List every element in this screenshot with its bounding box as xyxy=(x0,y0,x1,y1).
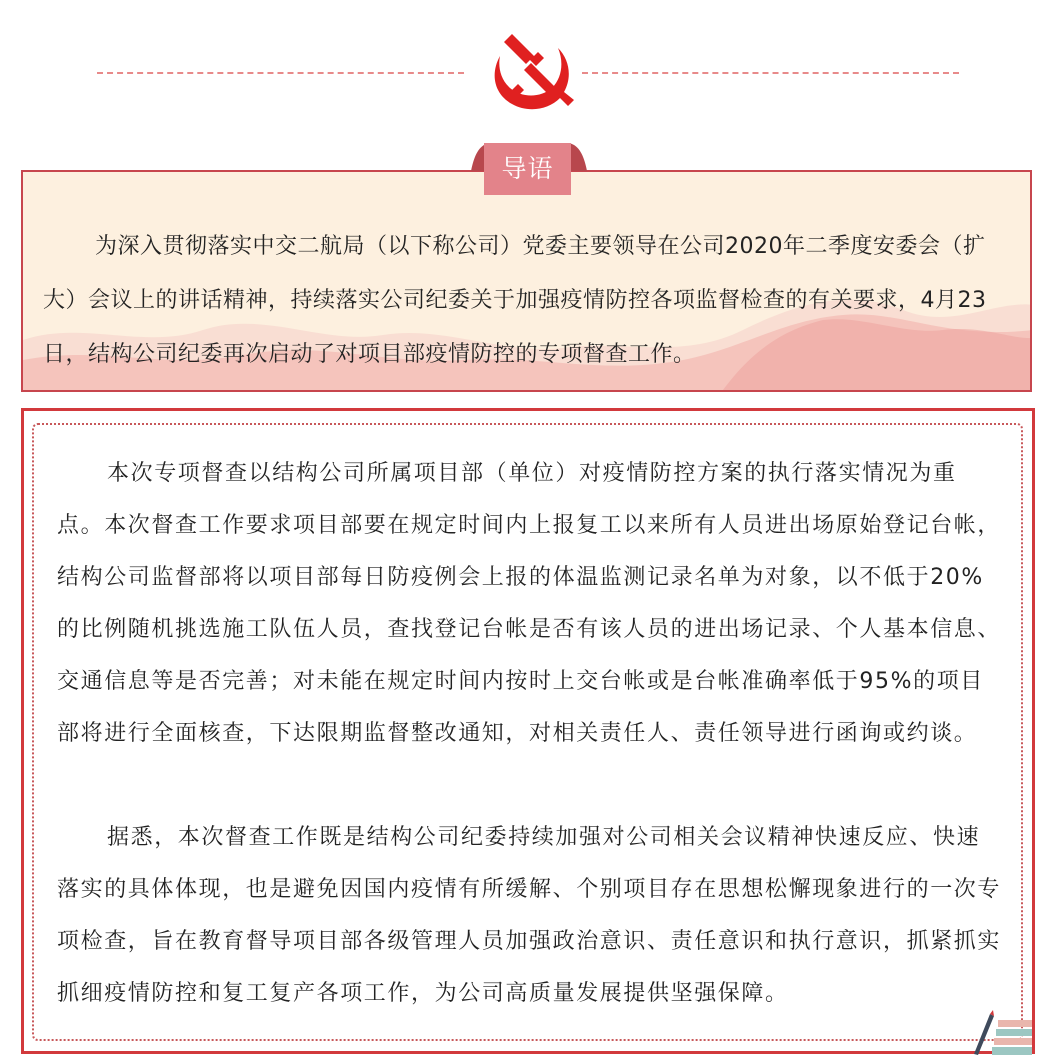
header-divider-right xyxy=(582,72,959,74)
books-icon xyxy=(968,1010,1034,1056)
header-divider-left xyxy=(97,72,464,74)
body-paragraph-2: 据悉，本次督查工作既是结构公司纪委持续加强对公司相关会议精神快速反应、快速落实的具体体现，也是避免因国内疫情有所缓解、个别项目存在思想松懈现象进行的一次专项检查，旨在教育督导项目部各级管理人员加强政治意识、责任意识和执行意识，抓紧抓实抓细疫情防控和复工复产各项工作，为公司高质量发展提供坚强保障。 xyxy=(57,825,1002,1006)
intro-box xyxy=(21,170,1032,392)
intro-tab-label: 导语 xyxy=(484,143,571,195)
hammer-and-sickle-icon xyxy=(478,26,576,118)
intro-paragraph: 为深入贯彻落实中交二航局（以下称公司）党委主要领导在公司2020年二季度安委会（扩大）会议上的讲话精神，持续落实公司纪委关于加强疫情防控各项监督检查的有关要求，4月23日，结构公司纪委再次启动了对项目部疫情防控的专项督查工作。 xyxy=(43,234,987,367)
body-paragraph-1: 本次专项督查以结构公司所属项目部（单位）对疫情防控方案的执行落实情况为重点。本次督查工作要求项目部要在规定时间内上报复工以来所有人员进出场原始登记台帐，结构公司监督部将以项目部每日防疫例会上报的体温监测记录名单为对象，以不低于20%的比例随机挑选施工队伍人员，查找登记台帐是否有该人员的进出场记录、个人基本信息、交通信息等是否完善；对未能在规定时间内按时上交台帐或是台帐准确率低于95%的项目部将进行全面核查，下达限期监督整改通知，对相关责任人、责任领导进行函询或约谈。 xyxy=(57,461,1002,746)
